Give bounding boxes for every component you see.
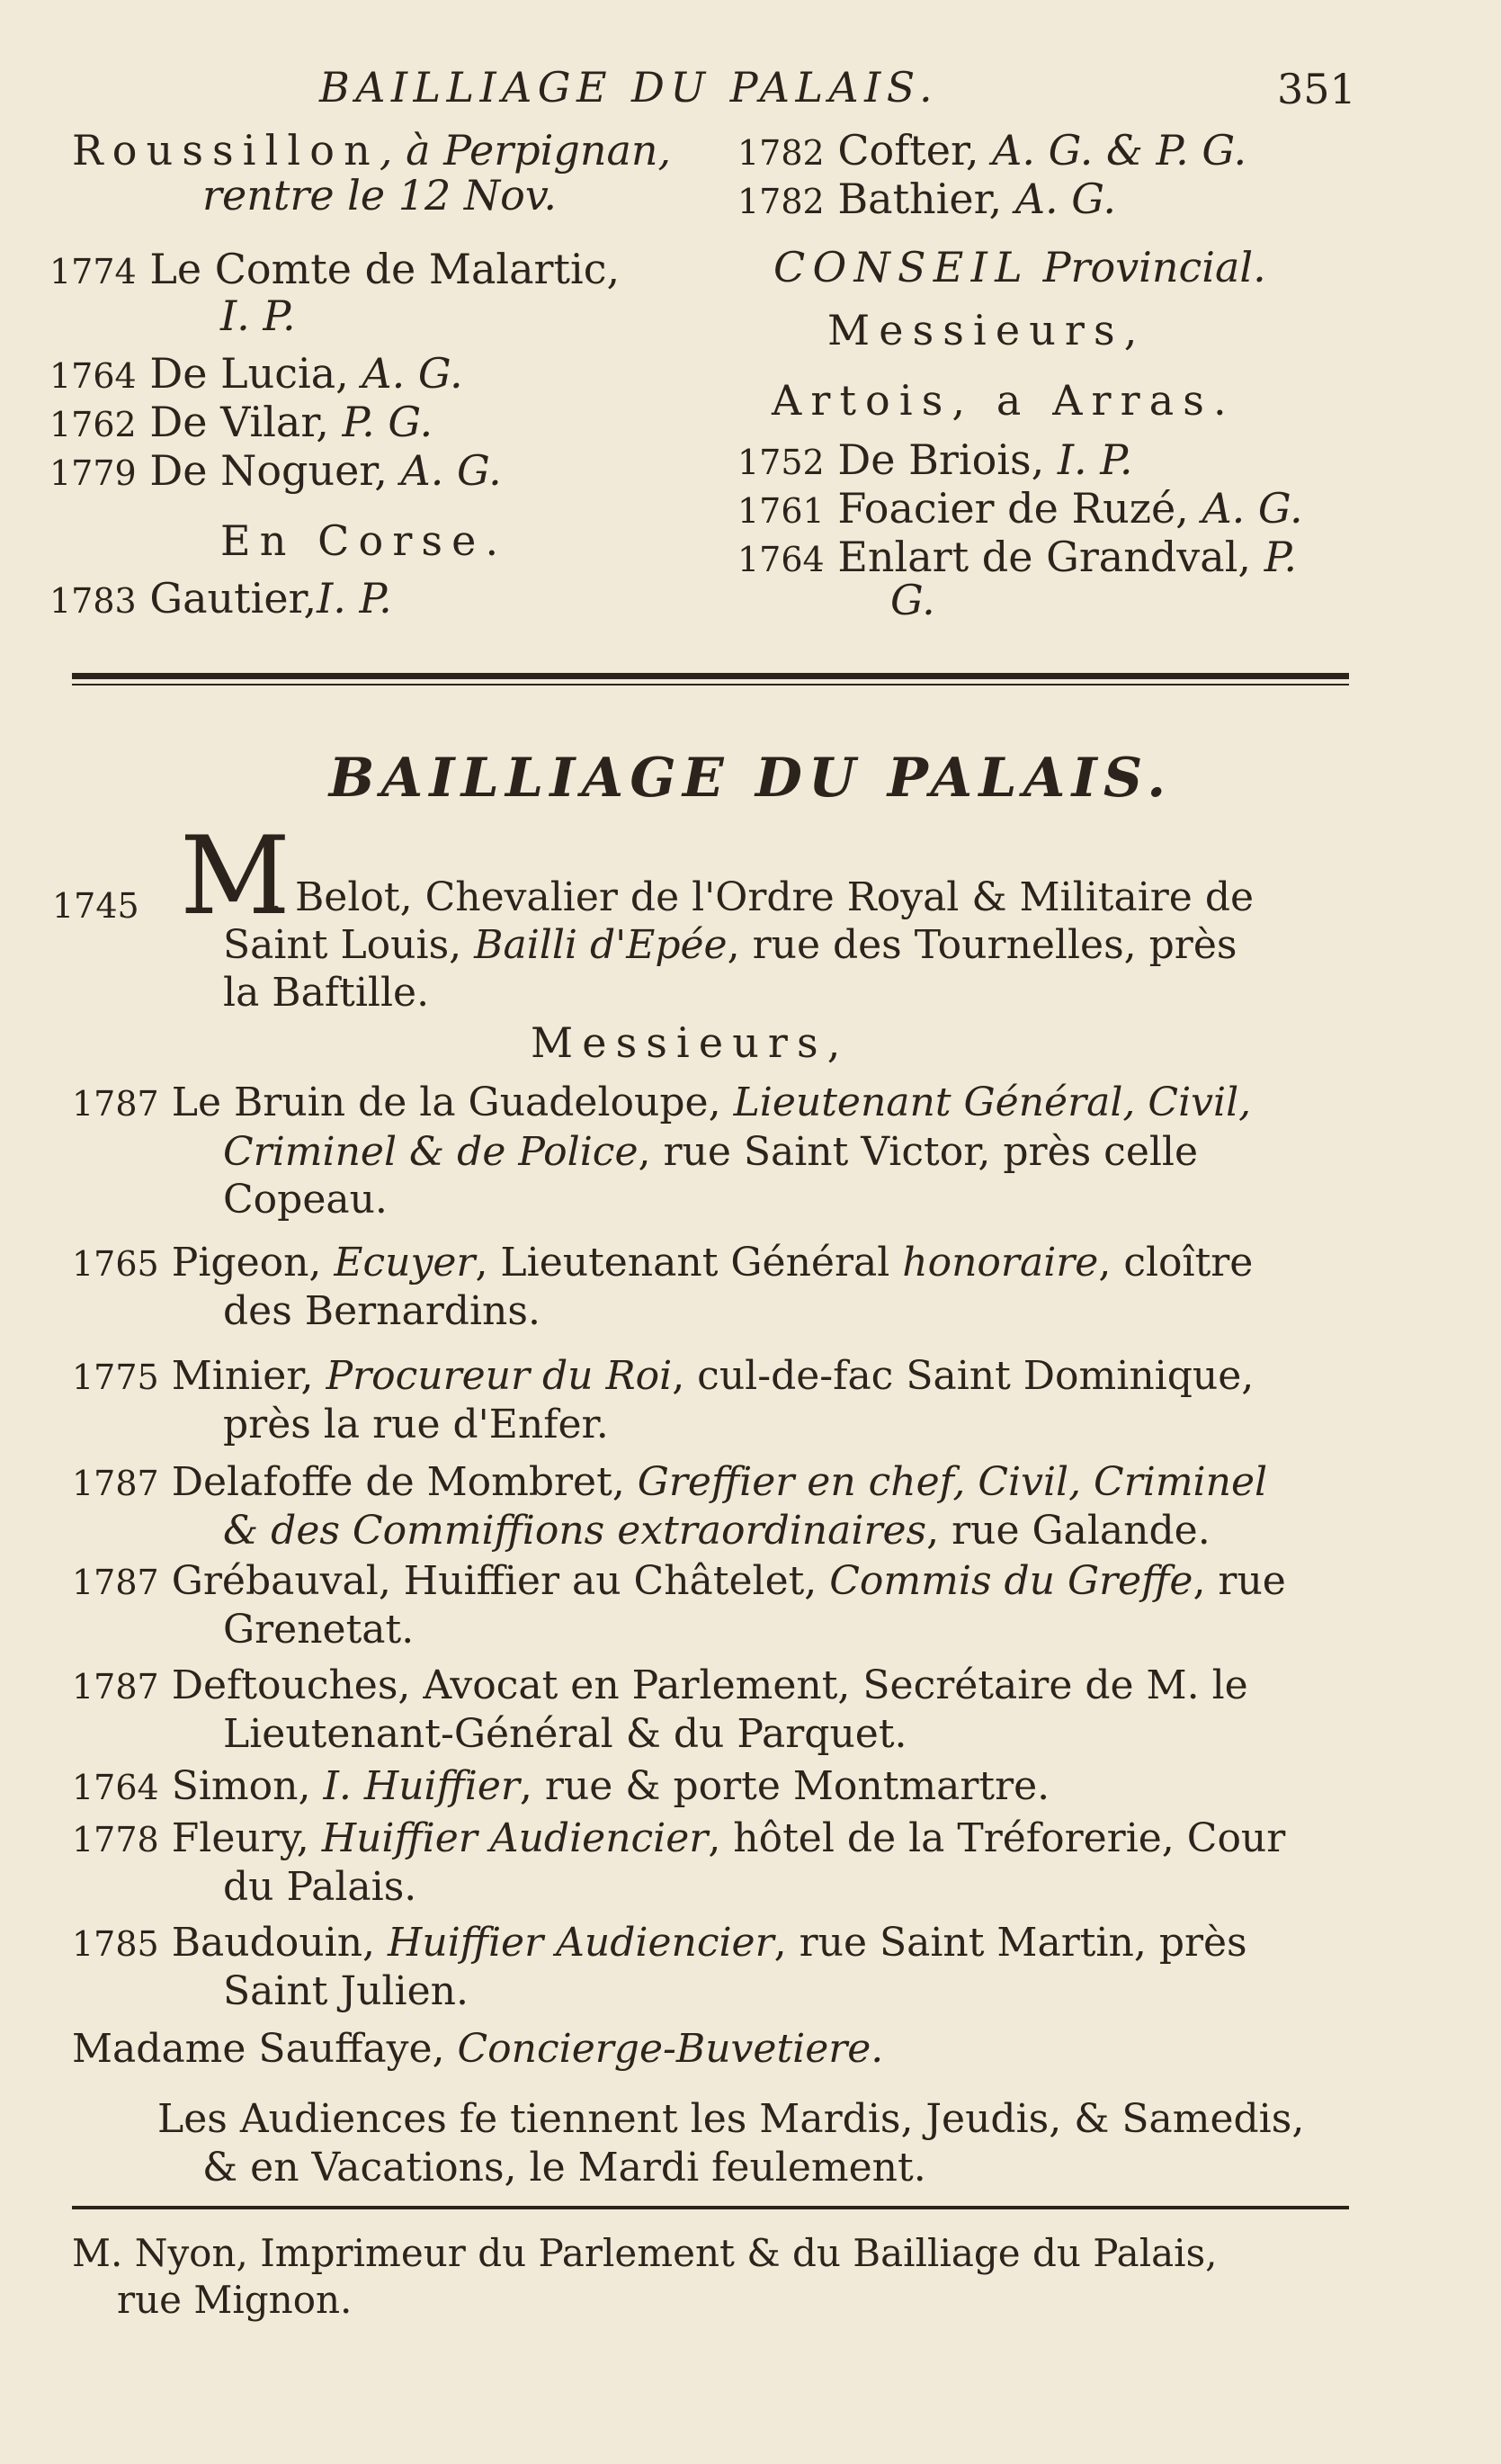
list-item [72, 1459, 1267, 1505]
entry-name: Le Comte de Malartic, [149, 245, 621, 293]
entry-italic: Huiffier Audiencier [388, 1920, 774, 1966]
entry-text: , rue & porte Montmartre. [519, 1763, 1050, 1809]
entry-italic: Criminel & de Police [223, 1129, 639, 1175]
conseil-heading [773, 243, 1266, 291]
entry-text: Pigeon, [171, 1240, 335, 1286]
first-entry-line2 [223, 922, 1237, 968]
ornamental-rule-thick [72, 673, 1349, 679]
footer-rule [72, 2206, 1349, 2209]
entry-year: 1778 [72, 1820, 159, 1859]
entry-text: Delafoffe de Mombret, [171, 1459, 638, 1505]
entry-year: 1782 [737, 182, 825, 221]
entry-year: 1774 [49, 252, 137, 291]
entry-text: Simon, [171, 1763, 324, 1809]
entry-title: P. G. [342, 398, 433, 446]
entry-text: , rue Saint Victor, près celle [638, 1129, 1199, 1175]
entry-text: , rue Saint Martin, près [773, 1920, 1247, 1966]
section-messieurs: Messieurs, [531, 1018, 850, 1067]
right-messieurs: Messieurs, [827, 306, 1147, 354]
entry-title: I. P. [317, 574, 392, 623]
entry-text: Fleury, [171, 1815, 322, 1861]
entry-year: 1752 [737, 443, 825, 482]
list-item [72, 1662, 1248, 1708]
entry-title: A. G. & P. G. [992, 126, 1247, 175]
entry-year: 1762 [49, 405, 137, 444]
entry-italic: Greffier en chef, Civil, Criminel [637, 1459, 1268, 1505]
entry-year: 1761 [737, 491, 825, 531]
left-entry-2 [49, 349, 463, 400]
entry-year: 1775 [72, 1357, 159, 1397]
first-entry-line3: la Baftille. [223, 970, 430, 1016]
roussillon-line [72, 126, 671, 175]
list-item [72, 1240, 1253, 1286]
line-text: Saint Louis, [223, 922, 475, 968]
right-entry-2 [737, 175, 1116, 226]
entry-year: 1787 [72, 1464, 159, 1503]
list-item [72, 1558, 1286, 1604]
printer-line2: rue Mignon. [117, 2278, 353, 2322]
audiences-line1: Les Audiences fe tiennent les Mardis, Jeudis, & Samedis, [157, 2096, 1305, 2142]
left-entry-1 [49, 245, 620, 296]
entry-italic: Concierge-Buvetiere. [457, 2026, 884, 2072]
entry-year: 1764 [72, 1768, 159, 1807]
entry-name: Cofter, [837, 126, 979, 175]
roussillon-name: Roussillon [72, 126, 380, 175]
entry-year: 1787 [72, 1563, 159, 1602]
page-number: 351 [1277, 65, 1356, 113]
left-entry-3 [49, 398, 433, 449]
entry-year: 1787 [72, 1084, 159, 1124]
entry-name: Enlart de Grandval, [837, 533, 1252, 581]
section-title: BAILLIAGE DU PALAIS. [328, 747, 1173, 810]
entry-text: , rue [1193, 1558, 1286, 1604]
list-item-cont: près la rue d'Enfer. [223, 1402, 609, 1447]
list-item [72, 1080, 1251, 1125]
list-item-cont: Saint Julien. [223, 1968, 469, 2014]
concierge-line [72, 2026, 883, 2072]
left-entry-1-title: I. P. [220, 291, 296, 340]
entry-year: 1782 [737, 133, 825, 173]
roussillon-return: rentre le 12 Nov. [202, 171, 557, 220]
drop-initial: M [180, 814, 290, 939]
printer-line1: M. Nyon, Imprimeur du Parlement & du Bailliage du Palais, [72, 2231, 1218, 2275]
entry-name: De Noguer, [149, 446, 388, 495]
entry-text: , cloître [1098, 1240, 1254, 1286]
roussillon-place: , à Perpignan, [379, 126, 672, 175]
right-entry-4 [737, 484, 1303, 535]
entry-text: Deftouches, Avocat en Parlement, Secrétaire de M. le [171, 1662, 1248, 1708]
entry-year: 1785 [72, 1924, 159, 1964]
artois-heading: Artois, a Arras. [772, 376, 1236, 425]
entry-name: Foacier de Ruzé, [837, 484, 1189, 533]
running-title: BAILLIAGE DU PALAIS. [319, 63, 939, 112]
entry-year: 1764 [49, 356, 137, 396]
entry-title: A. G. [362, 349, 463, 398]
entry-name: De Vilar, [149, 398, 329, 446]
entry-text: Baudouin, [171, 1920, 388, 1966]
list-item-cont: Copeau. [223, 1177, 388, 1223]
list-item-cont: du Palais. [223, 1864, 417, 1910]
entry-text: , hôtel de la Tréforerie, Cour [708, 1815, 1286, 1861]
corse-heading: En Corse. [220, 516, 508, 565]
entry-year: 1783 [49, 581, 137, 621]
entry-name: De Briois, [837, 435, 1045, 484]
entry-italic: & des Commiffions extraordinaires [223, 1508, 927, 1554]
list-item [72, 1920, 1247, 1966]
right-entry-3 [737, 435, 1133, 487]
entry-italic: Huiffier Audiencier [321, 1815, 709, 1861]
entry-name: De Lucia, [149, 349, 349, 398]
entry-year: 1779 [49, 453, 137, 493]
right-entry-5-title2: G. [890, 576, 935, 624]
ornamental-rule-thin [72, 684, 1349, 685]
entry-year: 1764 [737, 540, 825, 579]
list-item-cont: des Bernardins. [223, 1288, 541, 1334]
list-item-cont: Grenetat. [223, 1607, 415, 1653]
entry-italic: honoraire [902, 1240, 1099, 1286]
list-item [72, 1353, 1254, 1399]
entry-title: P. [1264, 533, 1297, 581]
right-entry-5 [737, 533, 1297, 584]
entry-italic: I. Huiffier [323, 1763, 520, 1809]
entry-name: Bathier, [837, 175, 1003, 223]
list-item [72, 1763, 1050, 1809]
list-item-cont: Lieutenant-Général & du Parquet. [223, 1711, 907, 1757]
list-item-cont [223, 1129, 1198, 1175]
first-entry-line1: . Belot, Chevalier de l'Ordre Royal & Militaire de [270, 874, 1255, 920]
entry-italic: Ecuyer [334, 1240, 476, 1286]
left-entry-5 [49, 574, 392, 625]
entry-title: I. P. [1057, 435, 1133, 484]
provincial-word: Provincial. [1042, 243, 1266, 291]
list-item-cont [223, 1508, 1211, 1554]
audiences-line2: & en Vacations, le Mardi feulement. [202, 2145, 926, 2191]
first-entry-year: 1745 [52, 886, 139, 926]
right-entry-1 [737, 126, 1246, 177]
left-entry-4 [49, 446, 502, 497]
line-italic: Bailli d'Epée [474, 922, 728, 968]
entry-text: , rue Galande. [926, 1508, 1211, 1554]
entry-text: Madame Sauffaye, [72, 2026, 458, 2072]
entry-italic: Procureur du Roi [326, 1353, 673, 1399]
entry-title: A. G. [400, 446, 502, 495]
entry-italic: Lieutenant Général, Civil, [733, 1080, 1252, 1125]
entry-text: , cul-de-fac Saint Dominique, [672, 1353, 1255, 1399]
entry-text: Grébauval, Huiffier au Châtelet, [171, 1558, 830, 1604]
conseil-word: CONSEIL [773, 243, 1030, 291]
entry-name: Gautier, [149, 574, 317, 623]
entry-title: A. G. [1014, 175, 1117, 223]
entry-title: A. G. [1202, 484, 1303, 533]
entry-year: 1765 [72, 1244, 159, 1284]
entry-text: Minier, [171, 1353, 326, 1399]
entry-year: 1787 [72, 1667, 159, 1707]
list-item [72, 1815, 1285, 1861]
entry-text: Le Bruin de la Guadeloupe, [171, 1080, 734, 1125]
entry-italic: Commis du Greffe [829, 1558, 1193, 1604]
entry-text: , Lieutenant Général [475, 1240, 903, 1286]
line-text: , rue des Tournelles, près [727, 922, 1237, 968]
